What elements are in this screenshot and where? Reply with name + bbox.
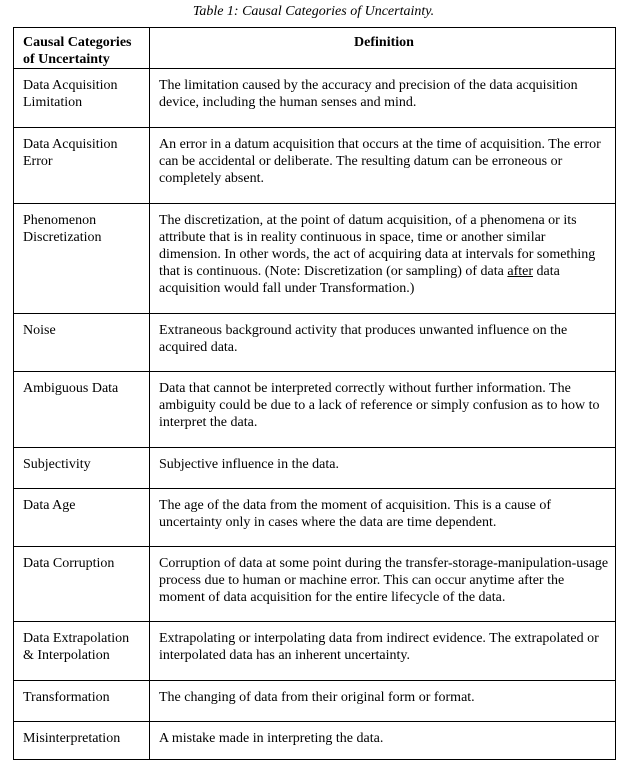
definition-cell: The limitation caused by the accuracy and precision of the data acquisition device, including the human senses and mind.: [150, 69, 616, 128]
definition-cell: [150, 204, 616, 314]
category-cell: Subjectivity: [14, 448, 150, 489]
category-cell: Data Acquisition Error: [14, 128, 150, 204]
definition-text: data acquisition would fall under Transformation.): [159, 264, 560, 296]
category-cell: Misinterpretation: [14, 722, 150, 760]
table-header-row: [14, 28, 616, 69]
category-cell: Data Extrapolation & Interpolation: [14, 622, 150, 681]
category-cell: Ambiguous Data: [14, 372, 150, 448]
definition-cell: Extraneous background activity that produces unwanted influence on the acquired data.: [150, 314, 616, 372]
table-row: [14, 372, 616, 448]
category-cell: Transformation: [14, 681, 150, 722]
table-row: [14, 547, 616, 622]
uncertainty-table: [13, 27, 616, 760]
table-row: [14, 448, 616, 489]
definition-cell: Subjective influence in the data.: [150, 448, 616, 489]
definition-cell: Data that cannot be interpreted correctly without further information. The ambiguity could be due to a lack of reference or simply confusion as to how to interpret the data.: [150, 372, 616, 448]
category-cell: Noise: [14, 314, 150, 372]
table-row: [14, 622, 616, 681]
table-row: [14, 204, 616, 314]
header-category: Causal Categories of Uncertainty: [14, 28, 150, 69]
table-row: [14, 69, 616, 128]
table-row: [14, 128, 616, 204]
definition-cell: An error in a datum acquisition that occurs at the time of acquisition. The error can be accidental or deliberate. The resulting datum can be erroneous or completely absent.: [150, 128, 616, 204]
category-cell: Phenomenon Discretization: [14, 204, 150, 314]
table-row: [14, 681, 616, 722]
table-caption: Table 1: Causal Categories of Uncertainty.: [192, 4, 435, 19]
definition-cell: The changing of data from their original form or format.: [150, 681, 616, 722]
definition-emphasis: after: [507, 264, 534, 279]
table-row: [14, 489, 616, 547]
table-row: [14, 314, 616, 372]
definition-cell: The age of the data from the moment of acquisition. This is a cause of uncertainty only in cases where the data are time dependent.: [150, 489, 616, 547]
definition-cell: Corruption of data at some point during the transfer-storage-manipulation-usage process due to human or machine error. This can occur anytime after the moment of data acquisition for the entire lifecycle of the data.: [150, 547, 616, 622]
table-row: [14, 722, 616, 760]
definition-cell: Extrapolating or interpolating data from indirect evidence. The extrapolated or interpolated data has an inherent uncertainty.: [150, 622, 616, 681]
category-cell: Data Age: [14, 489, 150, 547]
category-cell: Data Corruption: [14, 547, 150, 622]
header-definition: Definition: [150, 28, 616, 69]
definition-text: The discretization, at the point of datum acquisition, of a phenomena or its attribute that is in reality continuous in space, time or another similar dimension. In other words, the act of acquiring data at intervals for something that is continuous. (Note: Discretization (or sampling) of data: [159, 213, 596, 279]
category-cell: Data Acquisition Limitation: [14, 69, 150, 128]
definition-cell: A mistake made in interpreting the data.: [150, 722, 616, 760]
